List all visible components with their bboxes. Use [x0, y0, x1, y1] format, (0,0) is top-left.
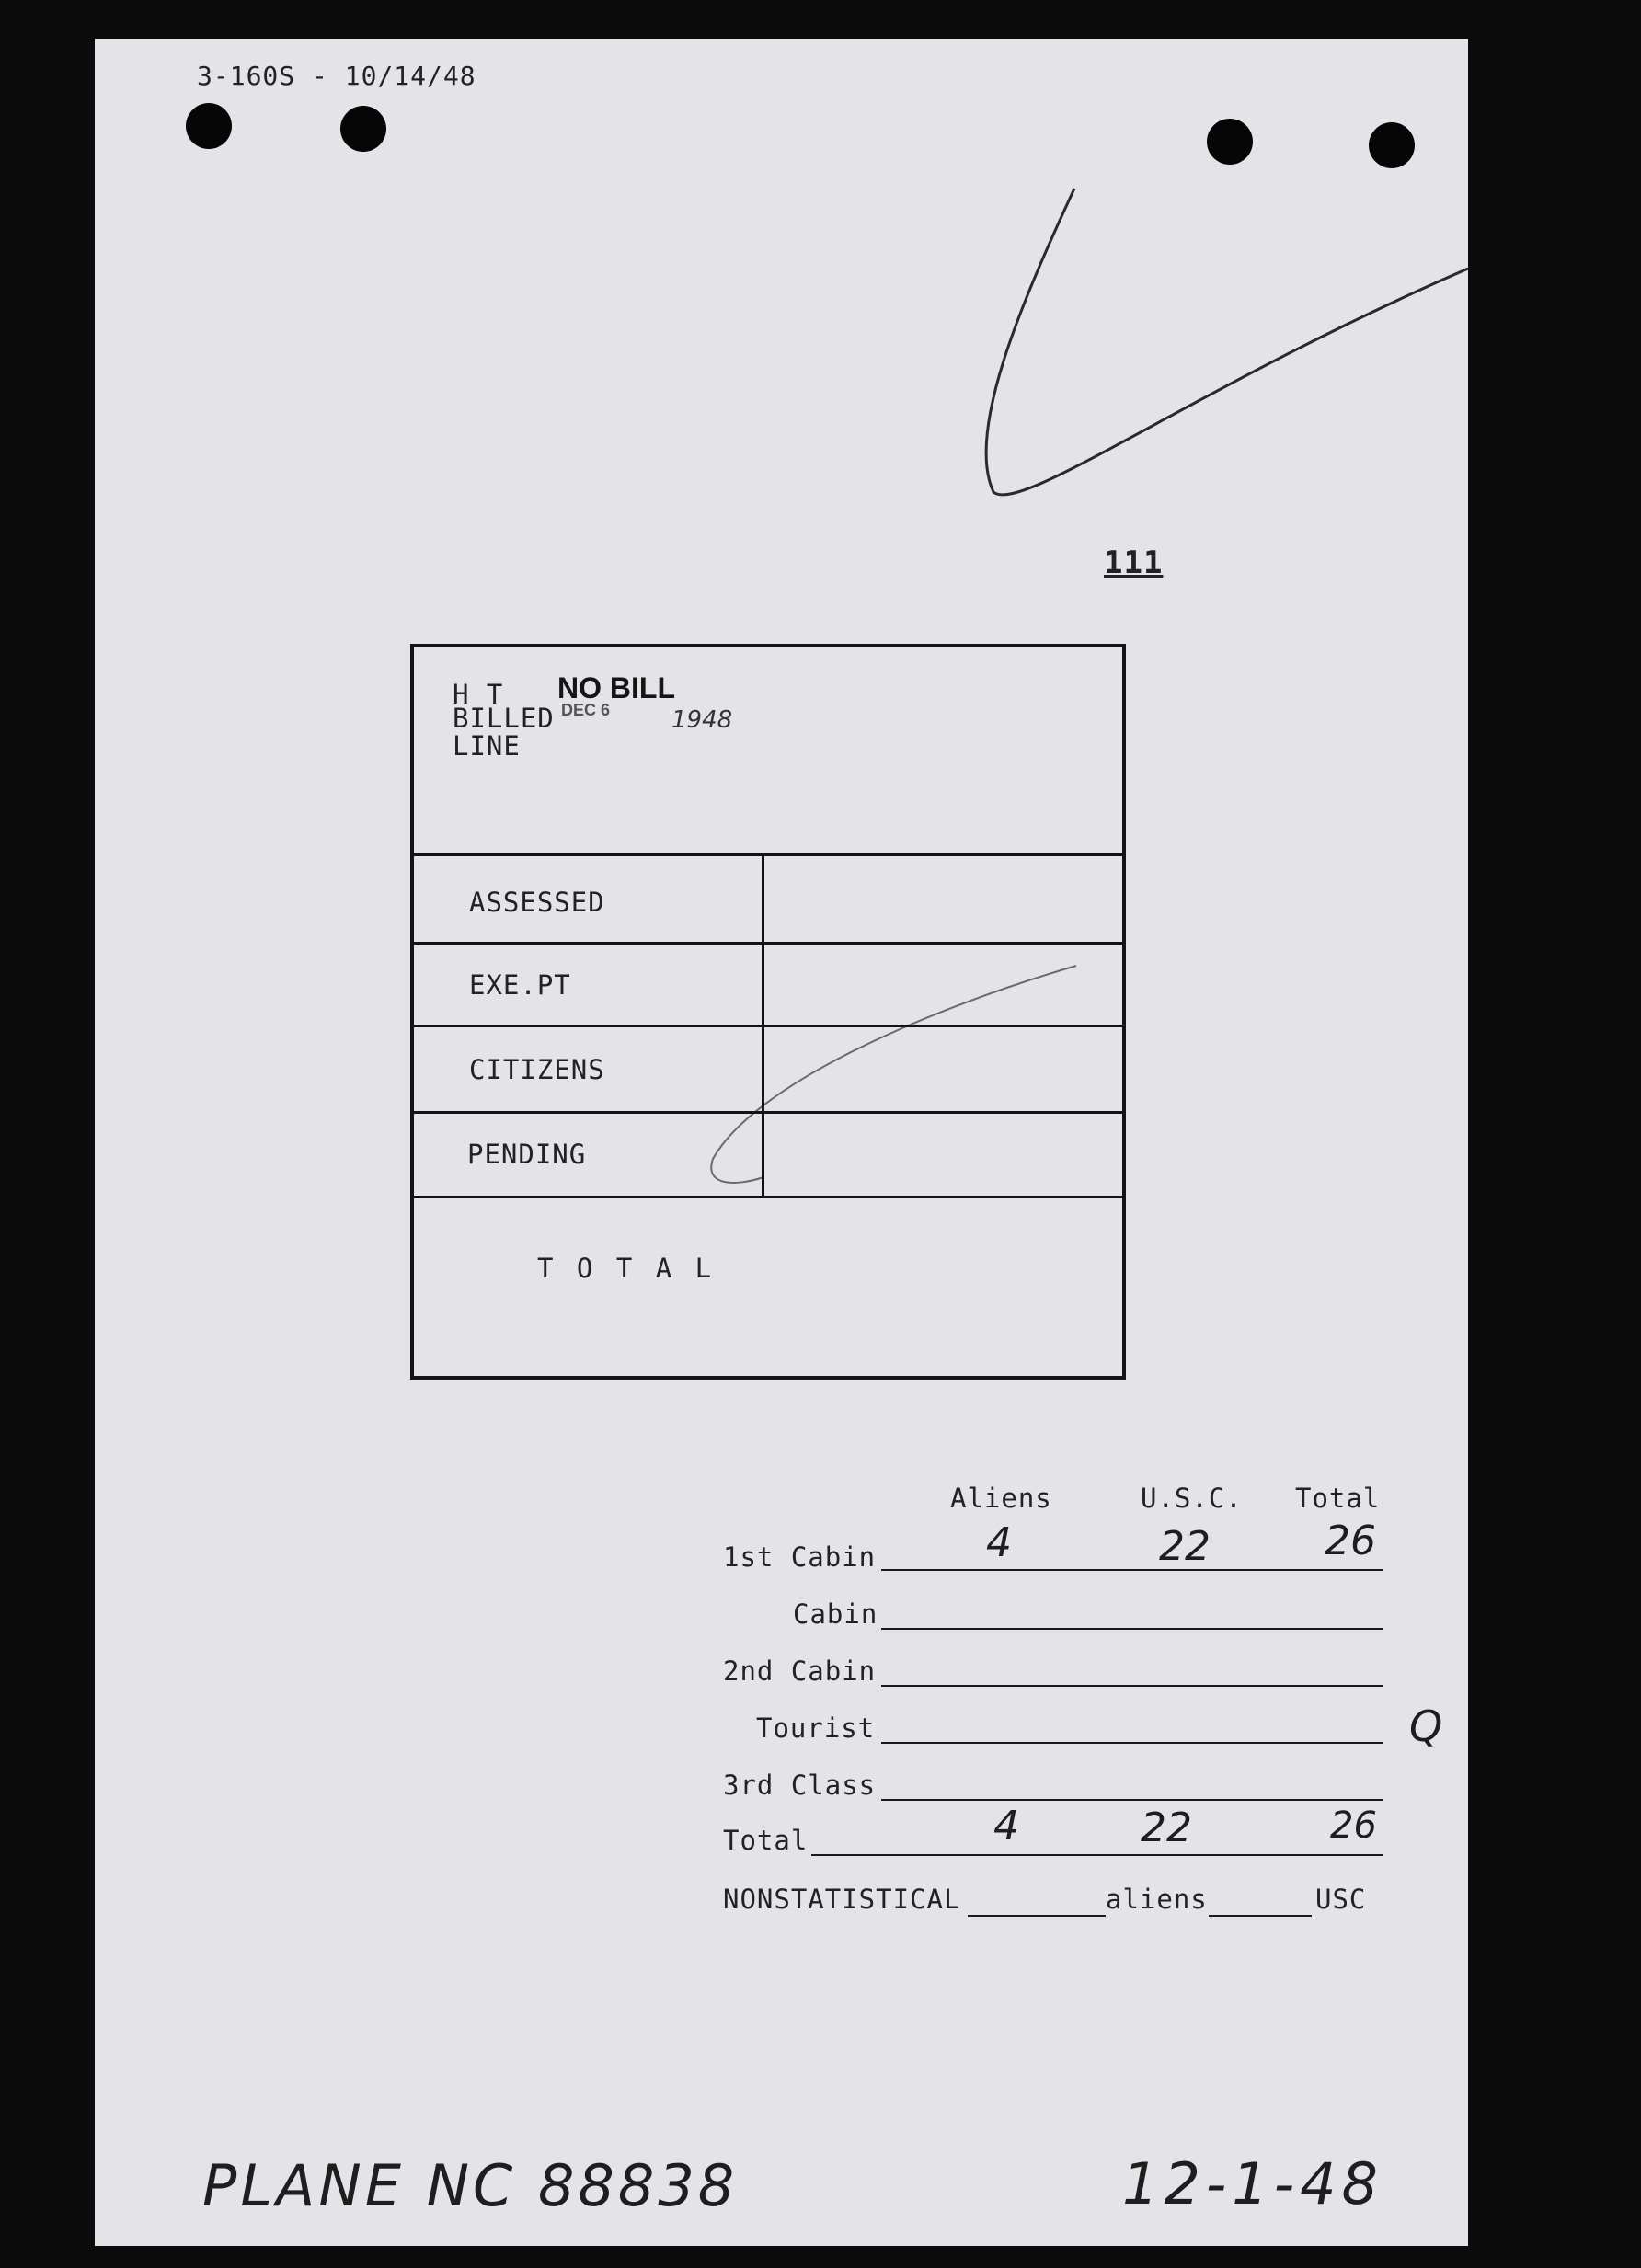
- stamp-date: DEC 6: [561, 701, 611, 719]
- row-underline: [881, 1628, 1383, 1630]
- box-divider: [414, 1196, 1122, 1198]
- form-number: 3-160S - 10/14/48: [197, 61, 476, 91]
- column-usc: U.S.C.: [1141, 1483, 1243, 1514]
- row-underline: [1209, 1915, 1312, 1917]
- value-total: 26: [1325, 1518, 1376, 1564]
- row-label-pending: PENDING: [467, 1139, 587, 1170]
- row-label-total: Total: [723, 1825, 809, 1856]
- box-divider: [414, 1111, 1122, 1114]
- row-underline: [881, 1742, 1383, 1744]
- row-underline: [881, 1569, 1383, 1571]
- row-label-3rd-class: 3rd Class: [723, 1770, 877, 1801]
- box-divider: [414, 853, 1122, 856]
- row-underline: [968, 1915, 1106, 1917]
- row-label-cabin: Cabin: [793, 1598, 878, 1630]
- usc-word: USC: [1315, 1884, 1367, 1915]
- row-label-tourist: Tourist: [756, 1712, 876, 1744]
- no-bill-stamp: NO BILL: [557, 671, 675, 704]
- box-divider: [414, 942, 1122, 945]
- row-label-citizens: CITIZENS: [469, 1054, 605, 1085]
- row-label-1st-cabin: 1st Cabin: [723, 1541, 877, 1573]
- nonstatistical-label: NONSTATISTICAL: [723, 1884, 961, 1915]
- box-total-label: T O T A L: [537, 1253, 716, 1284]
- row-label-assessed: ASSESSED: [469, 887, 605, 918]
- row-underline: [881, 1685, 1383, 1687]
- billed-label: BILLED: [453, 703, 555, 734]
- box-divider: [414, 1025, 1122, 1027]
- row-label-2nd-cabin: 2nd Cabin: [723, 1655, 877, 1687]
- row-underline: [811, 1854, 1383, 1856]
- row-label-exempt: EXE.PT: [469, 969, 571, 1001]
- plane-note: PLANE NC 88838: [202, 2152, 739, 2219]
- value-aliens: 4: [986, 1519, 1012, 1566]
- row-underline: [881, 1799, 1383, 1801]
- value-usc: 22: [1159, 1523, 1211, 1570]
- line-label: LINE: [453, 730, 521, 762]
- value-total: 26: [1330, 1804, 1377, 1847]
- value-aliens: 4: [993, 1803, 1019, 1850]
- stamp-year: 1948: [671, 706, 733, 734]
- value-usc: 22: [1141, 1804, 1192, 1851]
- date-note: 12-1-48: [1122, 2150, 1383, 2217]
- page-number: 111: [1104, 544, 1164, 581]
- column-aliens: Aliens: [950, 1483, 1052, 1514]
- margin-mark: Q: [1409, 1701, 1443, 1751]
- aliens-word: aliens: [1106, 1884, 1208, 1915]
- box-column-divider: [762, 853, 764, 1197]
- column-total: Total: [1295, 1483, 1381, 1514]
- ht-label: H T: [453, 679, 504, 710]
